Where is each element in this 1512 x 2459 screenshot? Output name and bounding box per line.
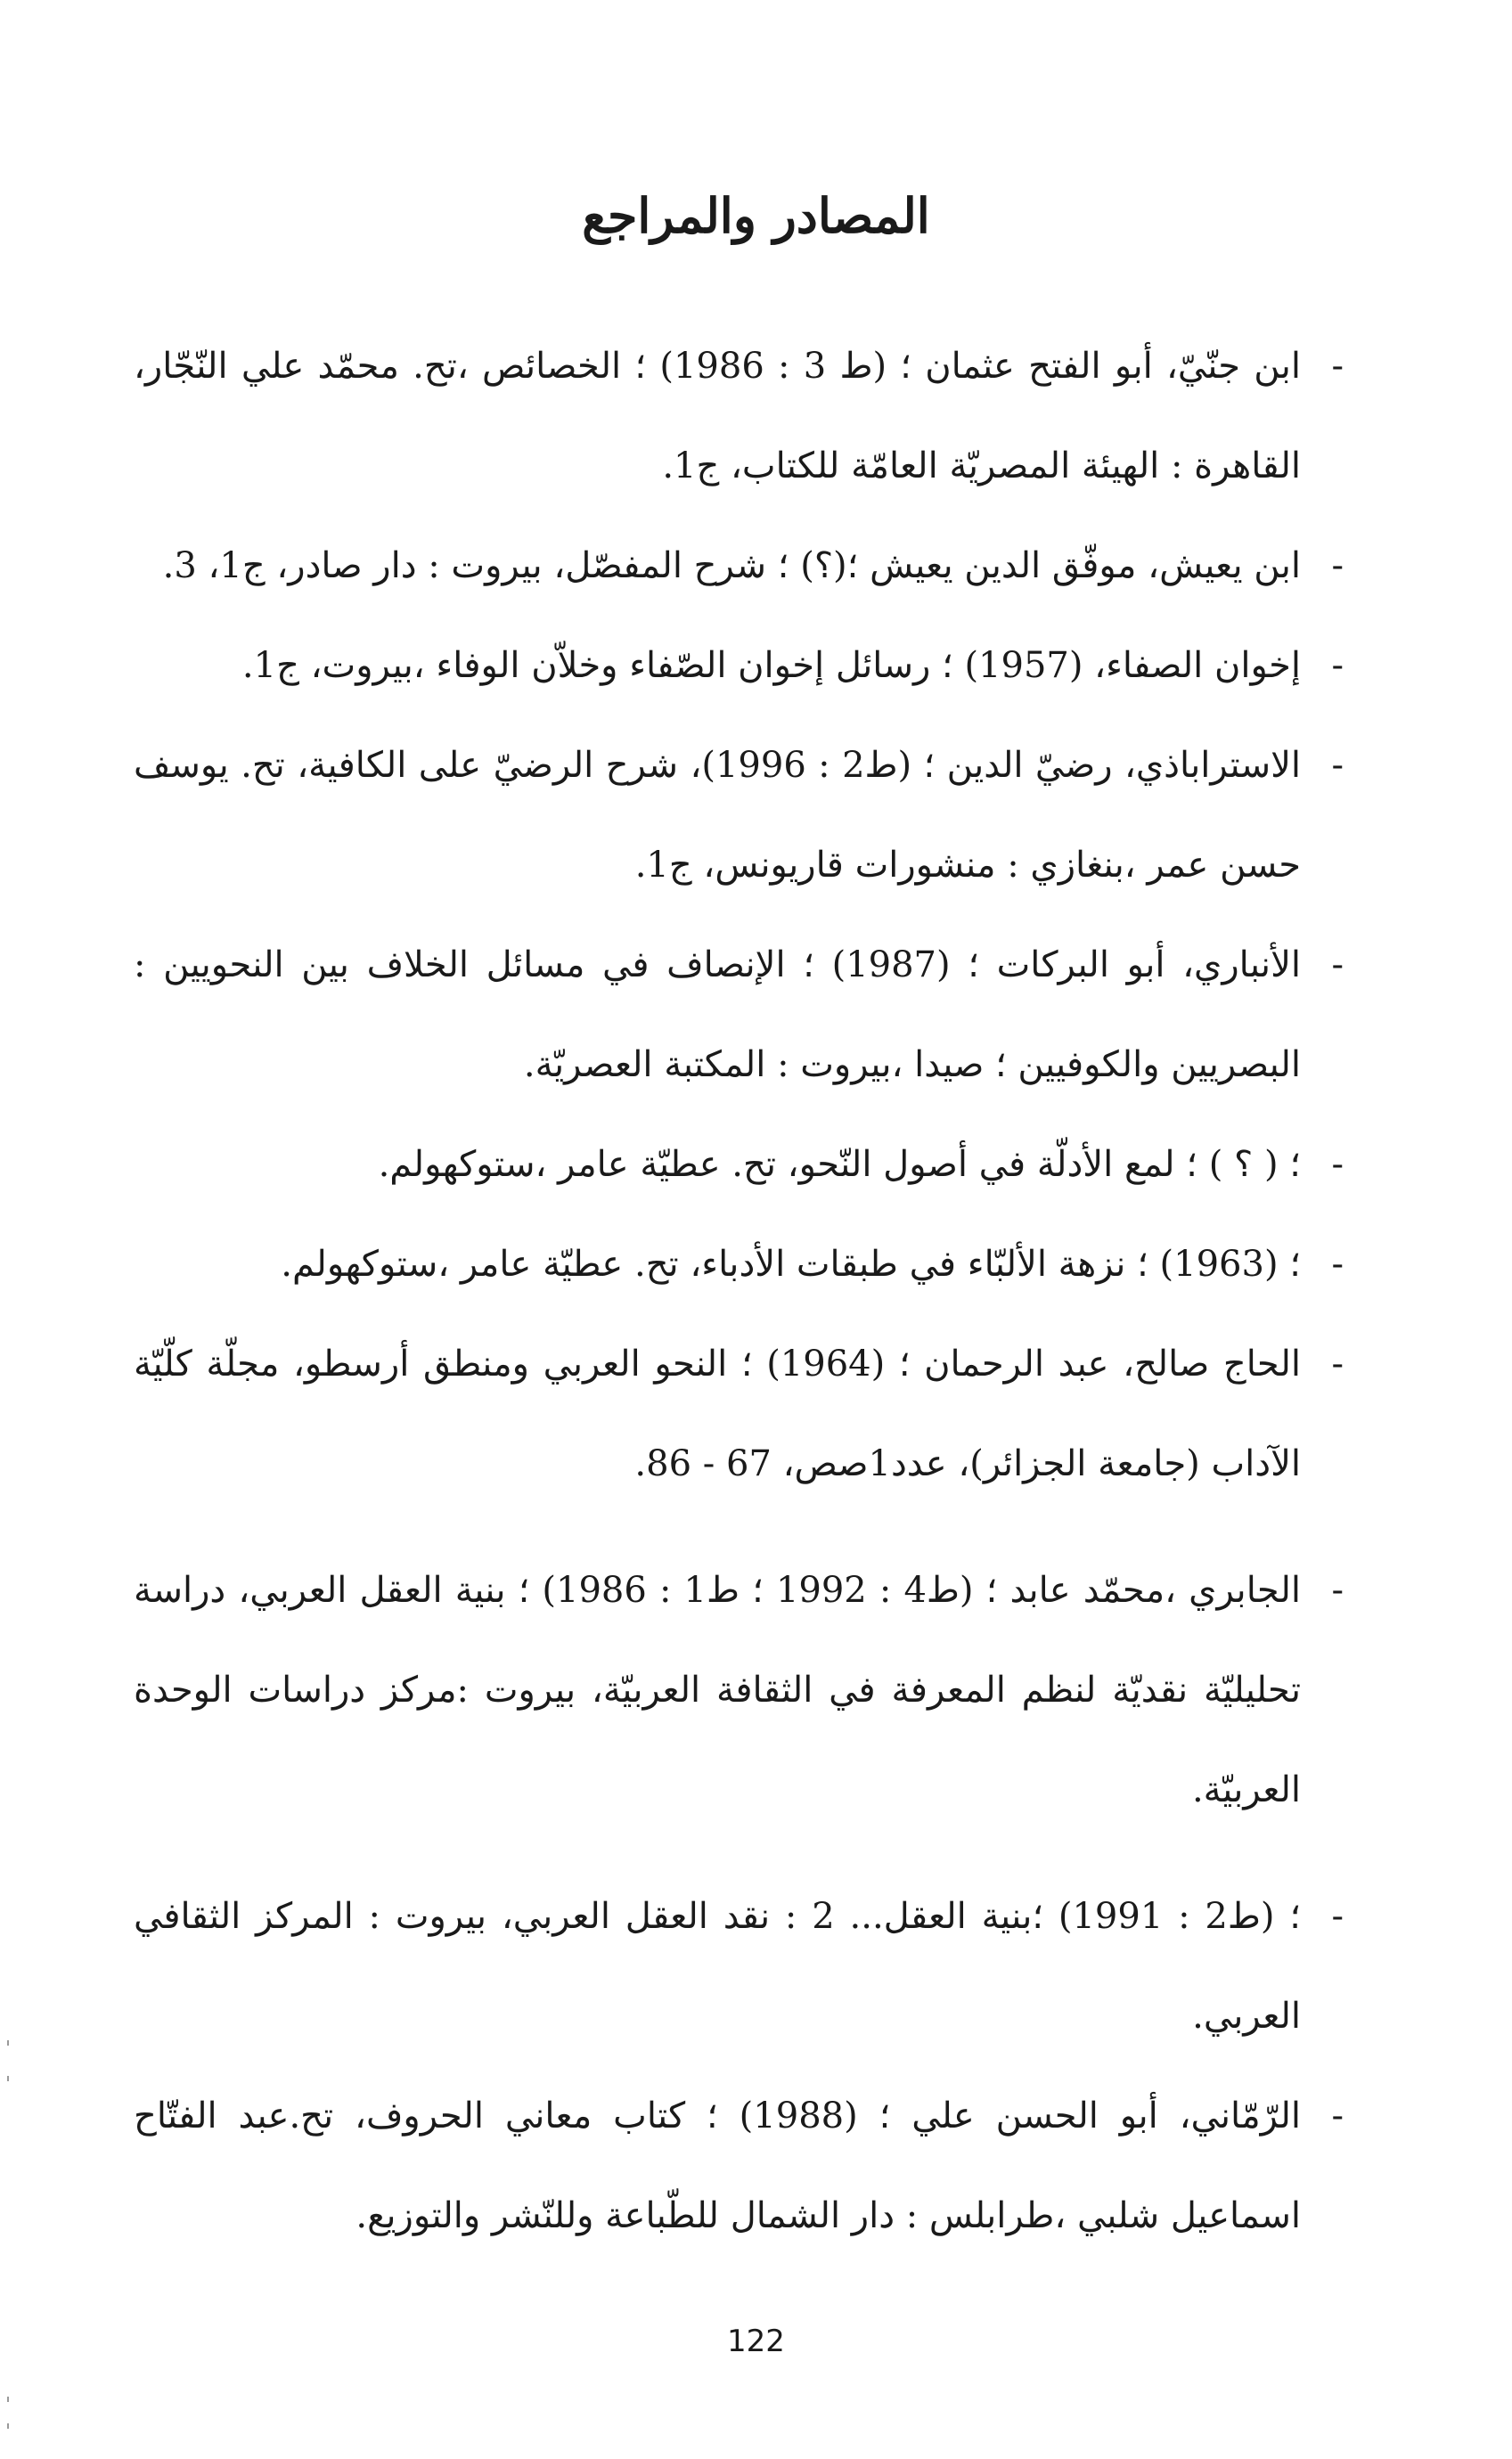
bullet-dash: - [1331,346,1344,387]
reference-text: الحاج صالح، عبد الرحمان ؛ (1964) ؛ النحو العربي ومنطق أرسطو، مجلّة كلّيّة الآداب (جامعة الجزائر)، عدد1صص، 67 - 86. [134,1344,1301,1484]
reference-text: الرّمّاني، أبو الحسن علي ؛ (1988) ؛ كتاب معاني الحروف، تح.عبد الفتّاح اسماعيل شلبي ،طرابلس : دار الشمال للطّباعة وللنّشر والتوزيع. [134,2095,1302,2236]
reference-text: ؛ (ط2 : 1991) ؛بنية العقل... 2 : نقد العقل العربي، بيروت : المركز الثقافي العربي. [134,1896,1302,2037]
bullet-dash: - [1331,1570,1344,1611]
reference-entry [134,316,1344,516]
reference-entry [134,1115,1344,1214]
reference-text: الأنباري، أبو البركات ؛ (1987) ؛ الإنصاف في مسائل الخلاف بين النحويين : البصريين والكوفيين ؛ صيدا ،بيروت : المكتبة العصريّة. [134,944,1301,1085]
reference-text: ؛ (1963) ؛ نزهة الألبّاء في طبقات الأدباء، تح. عطيّة عامر ،ستوكهولم. [281,1244,1301,1285]
scan-mark [7,2040,9,2046]
bullet-dash: - [1331,1896,1344,1937]
reference-text: ابن جنّيّ، أبو الفتح عثمان ؛ (ط 3 : 1986) ؛ الخصائص ،تح. محمّد علي النّجّار، القاهرة : الهيئة المصريّة العامّة للكتاب، ج1. [134,346,1301,486]
bullet-dash: - [1331,745,1344,786]
scan-mark [7,2397,9,2402]
reference-entry [134,516,1344,616]
reference-text: ؛ ( ؟ ) ؛ لمع الأدلّة في أصول النّحو، تح. عطيّة عامر ،ستوكهولم. [378,1144,1301,1185]
reference-entry [134,715,1344,915]
reference-text: الاستراباذي، رضيّ الدين ؛ (ط2 : 1996)، شرح الرضيّ على الكافية، تح. يوسف حسن عمر ،بنغازي : منشورات قاريونس، ج1. [134,745,1302,886]
reference-text: الجابري ،محمّد عابد ؛ (ط4 : 1992 ؛ ط1 : 1986) ؛ بنية العقل العربي، دراسة تحليليّة نقديّة لنظم المعرفة في الثقافة العربيّة، بيروت :مركز دراسات الوحدة العربيّة. [134,1570,1301,1810]
bullet-dash: - [1331,1244,1344,1285]
reference-text: ابن يعيش، موفّق الدين يعيش ؛(؟) ؛ شرح المفصّل، بيروت : دار صادر، ج1، 3. [162,545,1301,586]
page-title: المصادر والمراجع [582,187,930,244]
reference-entry [134,2066,1344,2266]
reference-entry [134,1214,1344,1314]
reference-entry [134,1314,1344,1514]
bullet-dash: - [1331,545,1344,586]
reference-text: إخوان الصفاء، (1957) ؛ رسائل إخوان الصّفاء وخلاّن الوفاء ،بيروت، ج1. [241,645,1301,686]
reference-entry [134,915,1344,1115]
scan-mark [7,2423,9,2429]
bullet-dash: - [1331,2095,1344,2136]
bullet-dash: - [1331,645,1344,686]
references-list [134,316,1344,2266]
reference-entry [134,1867,1344,2066]
reference-entry [134,1540,1344,1840]
reference-entry [134,616,1344,715]
bullet-dash: - [1331,944,1344,985]
bullet-dash: - [1331,1144,1344,1185]
bullet-dash: - [1331,1344,1344,1385]
scan-mark [7,2076,9,2081]
page-number: 122 [727,2324,785,2359]
